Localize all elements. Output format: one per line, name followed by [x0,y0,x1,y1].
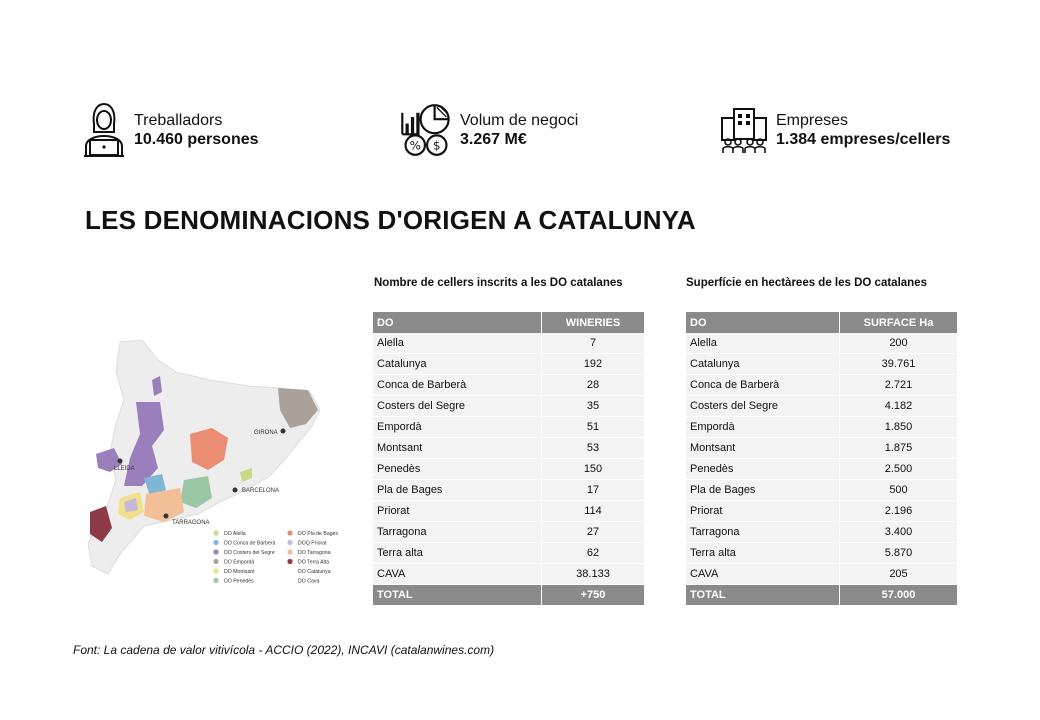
stat-workers [82,102,259,158]
stat-label: Volum de negoci [460,112,579,129]
cell-value: 150 [542,459,645,480]
cell-do-name: Pla de Bages [373,480,542,501]
table-row [686,417,958,438]
cell-value: 2.721 [840,375,958,396]
cell-value: 500 [840,480,958,501]
legend-label: DO Cava [298,578,320,585]
legend-label: DO Pla de Bages [298,531,339,537]
cell-value: 5.870 [840,543,958,564]
wineries-table-caption: Nombre de cellers inscrits a les DO catalanes [374,277,623,289]
surface-table-caption: Superfície en hectàrees de les DO catalanes [686,277,927,289]
legend-label: DO Montsant [224,569,255,575]
cell-value: 7 [542,333,645,354]
table-row [373,564,645,585]
table-row [686,354,958,375]
column-header: WINERIES [542,312,645,333]
cell-do-name: Conca de Barberà [686,375,840,396]
city-marker [281,429,286,434]
cell-do-name: Montsant [686,438,840,459]
svg-text:$: $ [433,138,441,153]
cell-do-name: Conca de Barberà [373,375,542,396]
cell-do-name: Priorat [686,501,840,522]
city-label: GIRONA [254,430,278,436]
cell-do-name: Penedès [686,459,840,480]
table-row [686,375,958,396]
table-row [373,501,645,522]
legend-label: DO Terra Alta [298,559,330,566]
cell-value: 200 [840,333,958,354]
surface-table [686,312,958,606]
legend-label: DO Costers del Segre [224,550,275,556]
table-row [373,480,645,501]
table-header-row [686,312,958,333]
total-value: 57.000 [840,585,958,606]
cell-do-name: Catalunya [686,354,840,375]
svg-text:%: % [409,138,421,153]
legend-swatch [287,540,292,545]
stat-label: Treballadors [134,112,223,129]
table-row [686,459,958,480]
table-row [373,375,645,396]
cell-value: 205 [840,564,958,585]
cell-do-name: Catalunya [373,354,542,375]
city-marker [233,488,238,493]
total-label: TOTAL [373,585,542,606]
cell-value: 35 [542,396,645,417]
table-row [686,564,958,585]
wineries-table [373,312,645,606]
cell-value: 192 [542,354,645,375]
cell-do-name: Empordà [686,417,840,438]
table-row [373,543,645,564]
total-value: +750 [542,585,645,606]
source-note: Font: La cadena de valor vitivícola - ACCIO (2022), INCAVI (catalanwines.com) [73,643,495,657]
table-row [373,354,645,375]
cell-do-name: Tarragona [373,522,542,543]
legend-swatch [213,530,218,535]
table-row [373,417,645,438]
table-row [686,396,958,417]
table-row [373,459,645,480]
building-people-icon [720,102,768,158]
legend-swatch [287,549,292,554]
cell-do-name: Pla de Bages [686,480,840,501]
city-label: LLEIDA [114,466,135,472]
legend-label: DO Penedès [224,578,254,585]
legend-swatch [213,568,218,573]
cell-value: 2.196 [840,501,958,522]
stat-label: Empreses [776,112,849,129]
legend-swatch [213,540,218,545]
legend-label: DO Empordà [224,559,255,566]
cell-do-name: Montsant [373,438,542,459]
cell-value: 3.400 [840,522,958,543]
cell-value: 62 [542,543,645,564]
cell-value: 114 [542,501,645,522]
legend-swatch [213,559,218,564]
cell-value: 1.875 [840,438,958,459]
table-row [686,501,958,522]
table-row [686,543,958,564]
stat-value: 10.460 persones [134,131,259,148]
table-header-row [373,312,645,333]
cell-value: 39.761 [840,354,958,375]
city-marker [118,459,123,464]
legend-label: DOQ Priorat [298,540,327,547]
cell-do-name: Priorat [373,501,542,522]
legend-label: DO Conca de Barberà [224,540,276,547]
map-legend [213,530,338,584]
legend-label: DO Catalunya [298,569,331,575]
table-row [686,480,958,501]
table-row [373,396,645,417]
column-header: SURFACE Ha [840,312,958,333]
catalonia-do-map [80,330,352,588]
table-row [686,438,958,459]
stat-business-volume [400,102,578,158]
cell-do-name: Alella [686,333,840,354]
table-total-row [373,585,645,606]
stat-companies [720,102,950,158]
legend-swatch [287,530,292,535]
table-row [686,333,958,354]
city-marker [164,514,169,519]
cell-value: 2.500 [840,459,958,480]
stat-value: 3.267 M€ [460,131,527,148]
cell-value: 28 [542,375,645,396]
legend-swatch [213,549,218,554]
cell-do-name: Costers del Segre [686,396,840,417]
cell-do-name: CAVA [373,564,542,585]
cell-value: 27 [542,522,645,543]
cell-do-name: CAVA [686,564,840,585]
business-chart-icon [400,102,452,158]
cell-do-name: Empordà [373,417,542,438]
cell-value: 17 [542,480,645,501]
legend-label: DO Alella [224,531,246,537]
total-label: TOTAL [686,585,840,606]
cell-value: 53 [542,438,645,459]
cell-value: 1.850 [840,417,958,438]
cell-do-name: Terra alta [373,543,542,564]
cell-do-name: Penedès [373,459,542,480]
cell-do-name: Costers del Segre [373,396,542,417]
cell-do-name: Terra alta [686,543,840,564]
worker-laptop-icon [82,102,126,158]
cell-value: 4.182 [840,396,958,417]
cell-do-name: Alella [373,333,542,354]
city-label: BARCELONA [242,488,280,494]
legend-label: DO Tarragona [298,550,331,556]
cell-value: 38.133 [542,564,645,585]
column-header: DO [686,312,840,333]
table-row [373,522,645,543]
stat-value: 1.384 empreses/cellers [776,131,951,148]
legend-swatch [287,559,292,564]
page-title: LES DENOMINACIONS D'ORIGEN A CATALUNYA [85,205,696,235]
table-row [373,438,645,459]
table-row [686,522,958,543]
column-header: DO [373,312,542,333]
table-row [373,333,645,354]
table-total-row [686,585,958,606]
city-label: TARRAGONA [172,520,210,526]
legend-swatch [213,578,218,583]
cell-do-name: Tarragona [686,522,840,543]
cell-value: 51 [542,417,645,438]
